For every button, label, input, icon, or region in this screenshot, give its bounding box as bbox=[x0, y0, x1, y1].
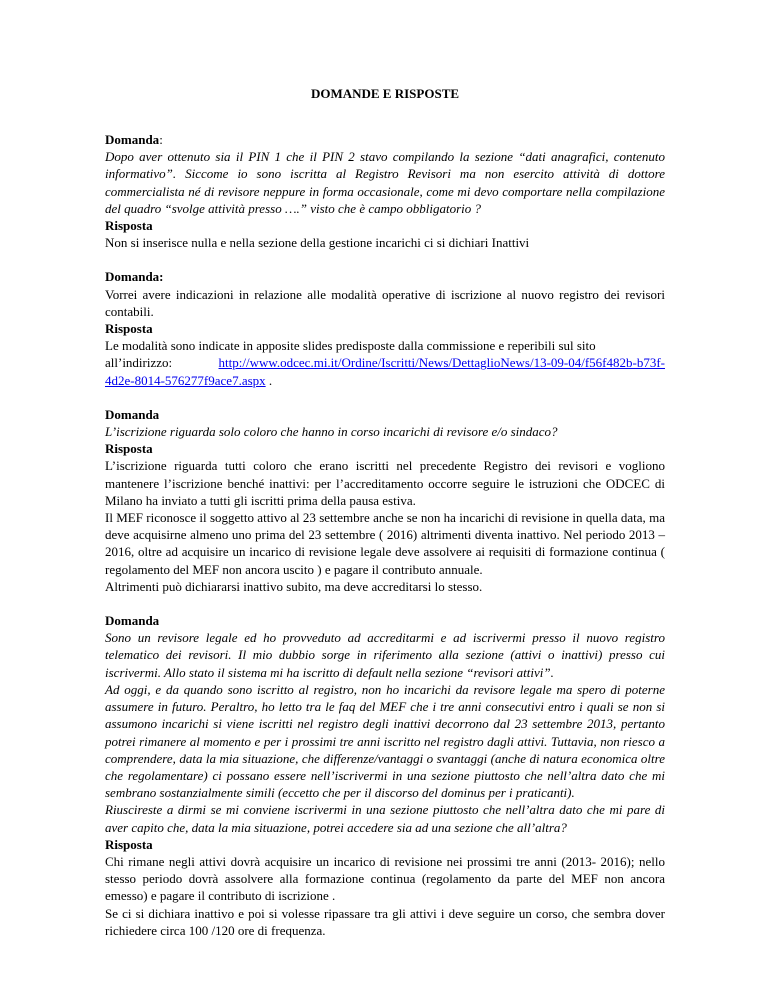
question-text: Dopo aver ottenuto sia il PIN 1 che il PIN 2 stavo compilando la sezione “dati anagrafici, contenuto informativo”. Siccome io sono iscritta al Registro Revisori ma non esercito attività di dottore commercialista né di revisore neppure in forma occasionale, come mi devo comportare nella compilazione del quadro “svolge attività presso ….” visto che è campo obbligatorio ? bbox=[105, 149, 665, 216]
qa-entry-3 bbox=[105, 406, 665, 595]
question-label: Domanda bbox=[105, 613, 160, 629]
answer-paragraph-2: Il MEF riconosce il soggetto attivo al 23 settembre anche se non ha incarichi di revisione in quella data, ma deve acquisirne almeno uno prima del 23 settembre ( 2016) altrimenti diventa inattivo. Nel periodo 2013 – 2016, oltre ad acquisire un incarico di revisione legale deve assolvere ai requisiti di formazione continua ( regolamento del MEF non ancora uscito ) e pagare il contributo annuale. bbox=[105, 510, 665, 577]
question-text: L’iscrizione riguarda solo coloro che hanno in corso incarichi di revisore e/o sindaco? bbox=[105, 424, 558, 440]
qa-entry-1 bbox=[105, 131, 665, 251]
answer-label: Risposta bbox=[105, 441, 153, 457]
answer-link-line: all’indirizzo: http://www.odcec.mi.it/Ordine/Iscritti/News/DettaglioNews/13-09-04/f56f482b-b73f- bbox=[105, 355, 665, 371]
question-label: Domanda bbox=[105, 406, 160, 422]
qa-entry-2 bbox=[105, 268, 665, 388]
question-paragraph-2: Ad oggi, e da quando sono iscritto al registro, non ho incarichi da revisore legale ma spero di poterne assumere in futuro. Peraltro, ho letto tra le faq del MEF che i tre anni consecutivi entro i quali se non si assumono incarichi si viene iscritti nel registro degli inattivi decorrono dal 23 settembre 2013, pertanto potrei rimanere al momento e per i prossimi tre anni iscritto nel registro dagli attivi. Tuttavia, non riesco a comprendere, data la mia situazione, che differenze/vantaggi o svantaggi (anche di natura economica oltre che regolamentare) ci possano essere nell’iscrivermi in una sezione piuttosto che nell’altra dato che mi sembrano sostanzialmente simili (eccetto che per il discorso del dominus per i praticanti). bbox=[105, 681, 665, 801]
answer-paragraph-3: Altrimenti può dichiararsi inattivo subito, ma deve accreditarsi lo stesso. bbox=[105, 578, 483, 594]
answer-link-line-2: 4d2e-8014-576277f9ace7.aspx . bbox=[105, 372, 273, 388]
answer-paragraph-1: L’iscrizione riguarda tutti coloro che erano iscritti nel precedente Registro dei revisori e vogliono mantenere l’iscrizione benché inattivi: per l’accreditamento occorre seguire le istruzioni che ODCEC di Milano ha inviato a tutti gli iscritti prima della pausa estiva. bbox=[105, 458, 665, 508]
answer-label: Risposta bbox=[105, 218, 153, 234]
answer-label: Risposta bbox=[105, 836, 153, 852]
answer-paragraph-1: Chi rimane negli attivi dovrà acquisire un incarico di revisione nei prossimi tre anni (2013- 2016); nello stesso periodo dovrà assolvere alla formazione continua (regolamento da parte del MEF non ancora emesso) e pagare il contributo di iscrizione . bbox=[105, 853, 665, 904]
answer-text: Non si inserisce nulla e nella sezione della gestione incarichi ci si dichiari Inattivi bbox=[105, 235, 530, 251]
question-label: Domanda: bbox=[105, 269, 164, 285]
answer-text: Le modalità sono indicate in apposite slides predisposte dalla commissione e reperibili sul sito bbox=[105, 338, 596, 354]
question-label: Domanda: bbox=[105, 132, 163, 147]
answer-label: Risposta bbox=[105, 321, 153, 337]
document-title: DOMANDE E RISPOSTE bbox=[310, 86, 460, 101]
question-paragraph-3: Riuscireste a dirmi se mi conviene iscrivermi in una sezione piuttosto che nell’altra dato che mi pare di aver capito che, data la mia situazione, potrei accedere sia ad una sezione che all’altra? bbox=[105, 802, 665, 835]
answer-paragraph-2: Se ci si dichiara inattivo e poi si volesse ripassare tra gli attivi i deve seguire un corso, che sembra dover richiedere circa 100 /120 ore di frequenza. bbox=[105, 905, 665, 938]
question-paragraph-1: Sono un revisore legale ed ho provveduto ad accreditarmi e ad iscrivermi presso il nuovo registro telematico dei revisori. Il mio dubbio sorge in riferimento alla sezione (attivi o inattivi) presso cui iscrivermi. Allo stato il sistema mi ha iscritto di default nella sezione “revisori attivi”. bbox=[105, 630, 665, 680]
slides-link-continued[interactable]: 4d2e-8014-576277f9ace7.aspx bbox=[105, 372, 266, 388]
document-body bbox=[105, 131, 665, 939]
qa-entry-4 bbox=[105, 612, 665, 939]
slides-link[interactable]: http://www.odcec.mi.it/Ordine/Iscritti/News/DettaglioNews/13-09-04/f56f482b-b73f- bbox=[218, 355, 665, 371]
question-text: Vorrei avere indicazioni in relazione alle modalità operative di iscrizione al nuovo registro dei revisori contabili. bbox=[105, 286, 665, 319]
